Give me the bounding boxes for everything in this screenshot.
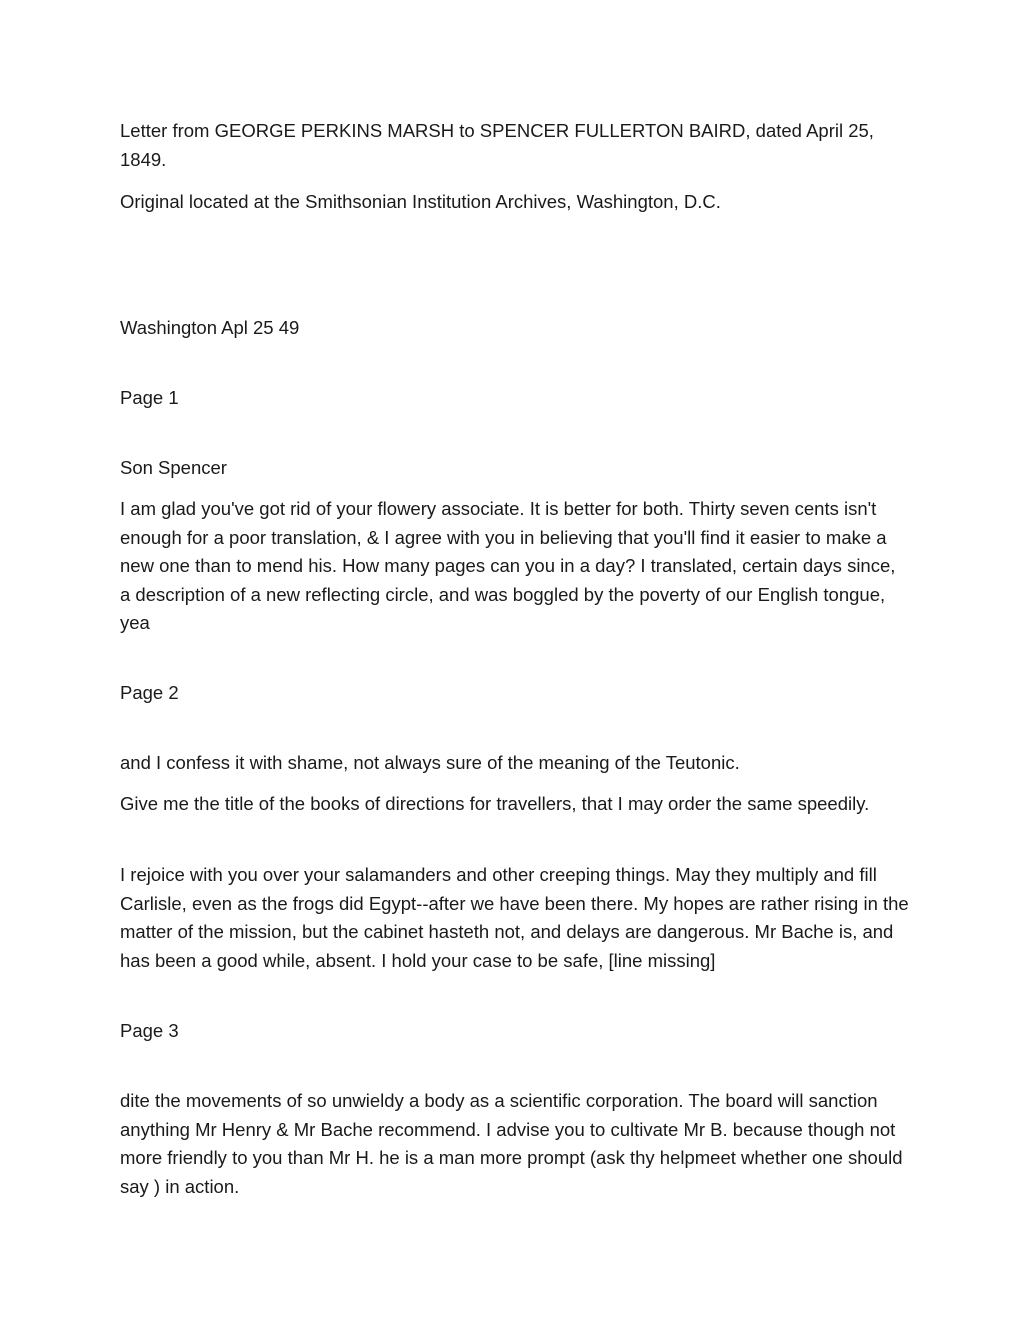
paragraph-5: dite the movements of so unwieldy a body as a scientific corporation. The board will sanction anything Mr Henry & Mr Bache recommend. I advise you to cultivate Mr B. because though not more friendly to you than Mr H. he is a man more prompt (ask thy helpmeet whether one should say ) in action. [120, 1090, 903, 1197]
dateline: Washington Apl 25 49 [120, 317, 300, 338]
page-3-label: Page 3 [120, 1020, 179, 1041]
page-2-label: Page 2 [120, 682, 179, 703]
paragraph-1: I am glad you've got rid of your flowery associate. It is better for both. Thirty seven cents isn't enough for a poor translation, & I agree with you in believing that you'll find it easier to make a new one than to mend his. How many pages can you in a day? I translated, certain days since, a description of a new reflecting circle, and was boggled by the poverty of our English tongue, yea [120, 498, 896, 633]
paragraph-3: Give me the title of the books of directions for travellers, that I may order the same speedily. [120, 793, 870, 814]
salutation: Son Spencer [120, 457, 227, 478]
page-1-label: Page 1 [120, 387, 179, 408]
paragraph-4: I rejoice with you over your salamanders and other creeping things. May they multiply and fill Carlisle, even as the frogs did Egypt--after we have been there. My hopes are rather rising in the matter of the mission, but the cabinet hasteth not, and delays are dangerous. Mr Bache is, and has been a good while, absent. I hold your case to be safe, [line missing] [120, 864, 909, 971]
intro-paragraph: Letter from GEORGE PERKINS MARSH to SPENCER FULLERTON BAIRD, dated April 25, 1849. [120, 120, 874, 170]
source-paragraph: Original located at the Smithsonian Institution Archives, Washington, D.C. [120, 191, 721, 212]
paragraph-2: and I confess it with shame, not always sure of the meaning of the Teutonic. [120, 752, 740, 773]
